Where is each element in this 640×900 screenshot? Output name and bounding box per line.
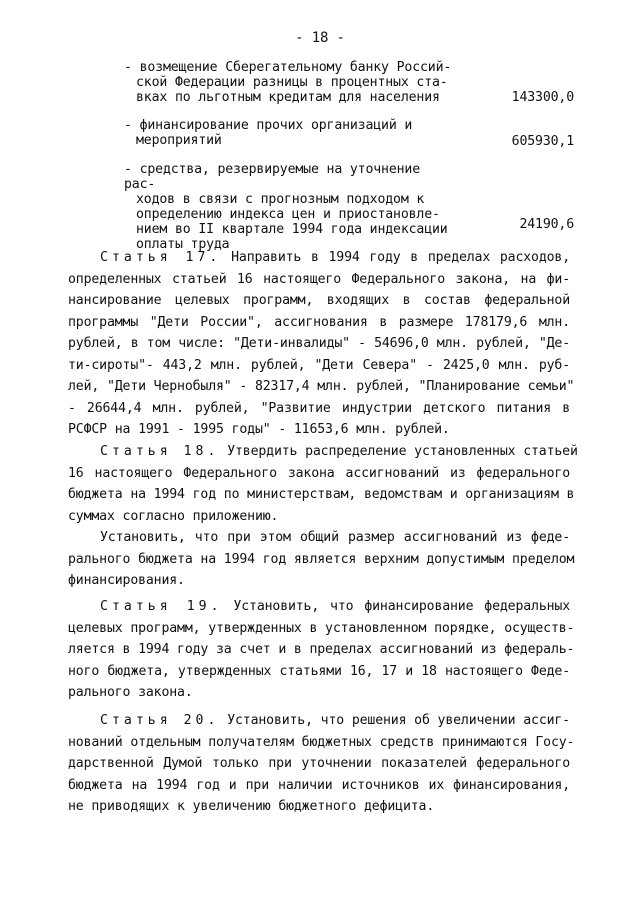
- item-line: вках по льготным кредитам для населения: [136, 90, 440, 105]
- item-line: ской Федерации разницы в процентных ста-: [136, 75, 448, 90]
- article-heading: Статья 18.: [100, 444, 220, 459]
- article-line: рального бюджета на 1994 год является верхним допустимым пределом: [68, 551, 575, 567]
- item-amount: 143300,0: [511, 90, 574, 105]
- article-19: [68, 596, 575, 704]
- article-line: рублей, в том числе: "Дети-инвалиды" - 54696,0 млн. рублей, "Де-: [68, 336, 570, 351]
- article-first-line: [68, 441, 578, 463]
- article-line: ляется в 1994 году за счет и в пределах ассигнований из федераль-: [68, 642, 575, 657]
- article-line: суммах согласно приложению.: [68, 508, 279, 524]
- article-first-line: [68, 247, 570, 269]
- item-line: определению индекса цен и приостановле-: [136, 207, 440, 222]
- item-line: - возмещение Сберегательному банку Россий-: [124, 60, 452, 75]
- article-first-line: [68, 596, 570, 618]
- article-line: Установить, что финансирование федеральных: [233, 599, 570, 614]
- article-line: финансирования.: [68, 573, 185, 588]
- article-17: [68, 247, 575, 441]
- article-line: Утвердить распределение установленных статьей: [227, 444, 578, 459]
- item-line: - средства, резервируемые на уточнение рас-: [124, 162, 421, 192]
- page-number: - 18 -: [295, 30, 345, 46]
- item-line: оплаты труда: [136, 237, 230, 252]
- list-item: [124, 60, 574, 106]
- article-line: 16 настоящего Федерального закона ассигнований из федерального: [68, 465, 570, 481]
- article-line: нований отдельным получателям бюджетных средств принимаются Госу-: [68, 734, 575, 750]
- article-first-line: [68, 710, 570, 732]
- article-18: [68, 441, 578, 592]
- article-line: нансирование целевых программ, входящих в состав федеральной: [68, 293, 570, 308]
- article-line: Направить в 1994 году в пределах расходов,: [231, 250, 570, 265]
- article-line: программы "Дети России", ассигнования в размере 178179,6 млн.: [68, 314, 570, 330]
- article-line: не приводящих к увеличению бюджетного дефицита.: [68, 799, 435, 814]
- item-line: ходов в связи с прогнозным подходом к: [136, 192, 425, 207]
- list-item: [124, 162, 574, 252]
- article-line: ти-сироты"- 443,2 млн. рублей, "Дети Севера" - 2425,0 млн. руб-: [68, 357, 570, 373]
- item-text: [124, 118, 454, 148]
- article-line: Установить, что при этом общий размер ассигнований из феде-: [100, 530, 570, 545]
- item-text: [124, 162, 454, 252]
- article-line: бюджета на 1994 год по министерствам, ведомствам и организациям в: [68, 487, 575, 502]
- item-line: нием во II квартале 1994 года индексации: [136, 222, 448, 237]
- item-text: [124, 60, 454, 105]
- article-line: определенных статьей 16 настоящего Федерального закона, на фи-: [68, 271, 570, 287]
- article-line: лей, "Дети Чернобыля" - 82317,4 млн. рублей, "Планирование семьи": [68, 379, 575, 394]
- article-line: бюджета на 1994 год и при наличии источников их финансирования,: [68, 777, 570, 793]
- article-line: дарственной Думой только при уточнении показателей федерального: [68, 756, 570, 771]
- item-amount: 605930,1: [511, 134, 574, 149]
- list-item: [124, 118, 574, 150]
- article-heading: Статья 17.: [100, 250, 222, 265]
- item-amount: 24190,6: [519, 217, 574, 232]
- article-line: Установить, что решения об увеличении ассиг-: [227, 713, 570, 728]
- article-heading: Статья 20.: [100, 713, 220, 728]
- article-line: ного бюджета, утвержденных статьями 16, 17 и 18 настоящего Феде-: [68, 663, 570, 679]
- article-line: РСФСР на 1991 - 1995 годы" - 11653,6 млн. рублей.: [68, 422, 450, 437]
- article-line: - 26644,4 млн. рублей, "Развитие индустрии детского питания в: [68, 400, 570, 416]
- article-line: рального закона.: [68, 685, 193, 700]
- article-20: [68, 710, 575, 818]
- item-line: мероприятий: [136, 133, 222, 148]
- article-line: целевых программ, утвержденных в установленном порядке, осуществ-: [68, 620, 575, 636]
- article-heading: Статья 19.: [100, 599, 223, 614]
- item-line: - финансирование прочих организаций и: [124, 118, 413, 133]
